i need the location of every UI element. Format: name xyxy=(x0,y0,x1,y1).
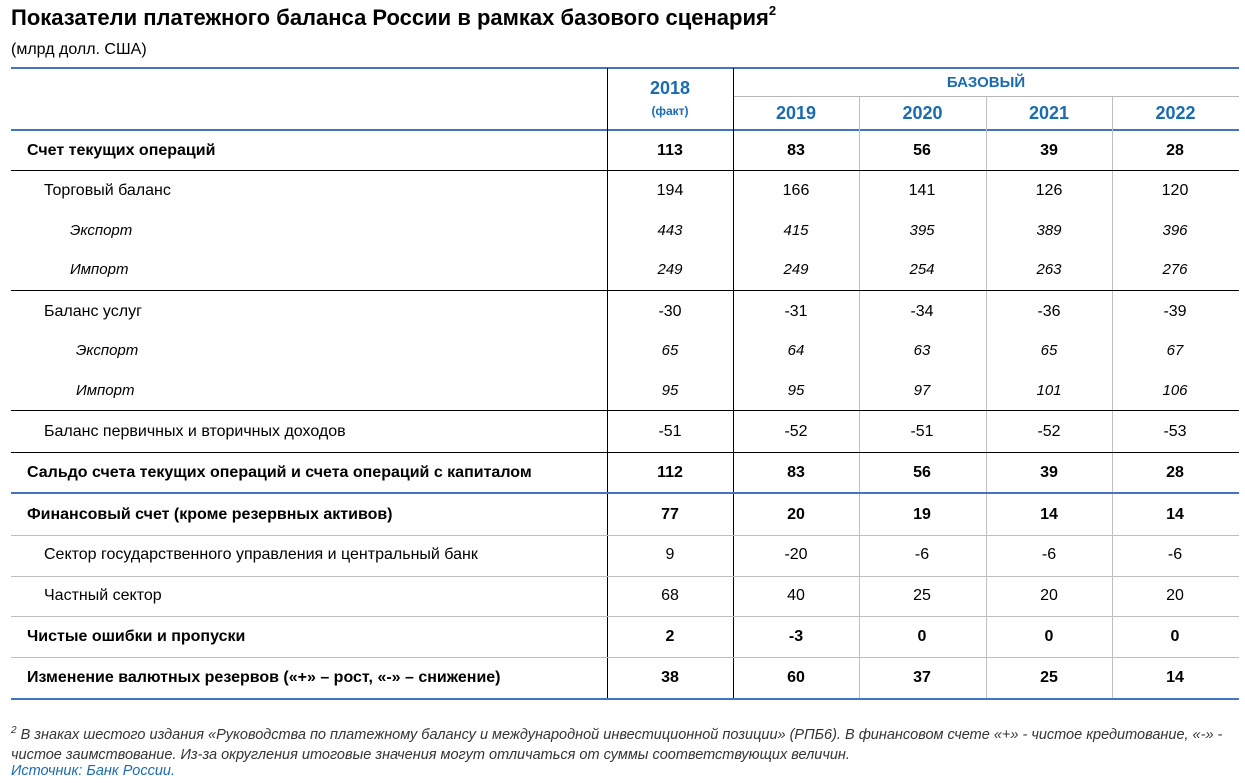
row-label: Экспорт xyxy=(76,342,139,359)
cell-value: -51 xyxy=(910,423,934,440)
table-row xyxy=(0,171,1245,211)
row-label: Изменение валютных резервов («+» – рост, «-» – снижение) xyxy=(27,669,501,686)
cell-value: 20 xyxy=(1040,587,1058,604)
cell-value: 97 xyxy=(913,382,931,399)
cell-value: -34 xyxy=(910,303,934,320)
cell-value: 56 xyxy=(913,142,931,159)
cell-value: 38 xyxy=(661,669,679,686)
cell-value: 443 xyxy=(657,222,683,239)
cell-value: 141 xyxy=(908,182,936,199)
footnote: $^2$ В знаках шестого издания «Руководства по платежному балансу и международной инвестиционной позиции» (РПБ6). В финансовом счете «+» - чистое кредитование, «-» - чистое заимствование. Из-за округления итоговые значения могут отличаться от суммы соответствующих величин. xyxy=(11,725,1223,763)
cell-value: 64 xyxy=(787,342,805,359)
cell-value: 14 xyxy=(1166,669,1184,686)
table-row xyxy=(0,453,1245,493)
cell-value: 83 xyxy=(787,142,805,159)
cell-value: 40 xyxy=(787,587,805,604)
table-row xyxy=(0,412,1245,452)
bottom-rule xyxy=(11,698,1239,700)
cell-value: 415 xyxy=(783,222,809,239)
cell-value: 67 xyxy=(1166,342,1184,359)
cell-value: -6 xyxy=(914,546,930,563)
header-year-fact: 2018 xyxy=(649,78,691,98)
table-row xyxy=(0,131,1245,171)
row-label: Импорт xyxy=(76,382,135,399)
cell-value: -6 xyxy=(1167,546,1183,563)
source-note: Источник: Банк России. xyxy=(11,763,175,779)
cell-value: 95 xyxy=(661,382,679,399)
table-row xyxy=(0,371,1245,411)
header-year: 2020 xyxy=(902,103,943,123)
cell-value: 20 xyxy=(787,506,805,523)
header-scenario: БАЗОВЫЙ xyxy=(946,74,1026,91)
cell-value: -51 xyxy=(658,423,682,440)
row-label: Финансовый счет (кроме резервных активов) xyxy=(27,506,393,523)
row-label: Чистые ошибки и пропуски xyxy=(27,628,246,645)
row-label: Импорт xyxy=(70,261,129,278)
cell-value: 65 xyxy=(1040,342,1058,359)
cell-value: 2 xyxy=(665,628,675,645)
cell-value: 20 xyxy=(1166,587,1184,604)
table-row xyxy=(0,250,1245,290)
cell-value: 65 xyxy=(661,342,679,359)
cell-value: 194 xyxy=(656,182,684,199)
cell-value: -52 xyxy=(784,423,808,440)
table-title: Показатели платежного баланса России в рамках базового сценария$^2$ xyxy=(11,3,777,30)
cell-value: 39 xyxy=(1040,464,1058,481)
cell-value: 25 xyxy=(913,587,931,604)
table-row xyxy=(0,617,1245,657)
cell-value: 0 xyxy=(1170,628,1180,645)
cell-value: 0 xyxy=(917,628,927,645)
cell-value: 28 xyxy=(1166,142,1184,159)
cell-value: 101 xyxy=(1036,382,1062,399)
cell-value: -39 xyxy=(1163,303,1187,320)
cell-value: 37 xyxy=(913,669,931,686)
header-year: 2022 xyxy=(1155,103,1196,123)
cell-value: 14 xyxy=(1040,506,1058,523)
cell-value: 0 xyxy=(1044,628,1054,645)
cell-value: 395 xyxy=(909,222,935,239)
table-row xyxy=(0,576,1245,616)
cell-value: -53 xyxy=(1163,423,1187,440)
cell-value: 276 xyxy=(1162,261,1188,278)
header-year: 2021 xyxy=(1028,103,1070,123)
cell-value: 249 xyxy=(783,261,809,278)
row-rule xyxy=(11,290,1239,291)
row-label: Сальдо счета текущих операций и счета операций с капиталом xyxy=(27,464,532,481)
header-fact-note: (факт) xyxy=(651,104,689,118)
cell-value: 9 xyxy=(665,546,675,563)
cell-value: 249 xyxy=(657,261,683,278)
cell-value: 28 xyxy=(1166,464,1184,481)
table-row xyxy=(0,292,1245,332)
cell-value: 25 xyxy=(1040,669,1058,686)
cell-value: 39 xyxy=(1040,142,1058,159)
table-subtitle: (млрд долл. США) xyxy=(11,41,147,58)
cell-value: 95 xyxy=(787,382,805,399)
cell-value: 254 xyxy=(909,261,935,278)
cell-value: -30 xyxy=(658,303,682,320)
cell-value: -6 xyxy=(1041,546,1057,563)
row-label: Баланс первичных и вторичных доходов xyxy=(44,423,346,440)
cell-value: -3 xyxy=(788,628,804,645)
cell-value: 68 xyxy=(661,587,679,604)
cell-value: 106 xyxy=(1162,382,1188,399)
cell-value: 63 xyxy=(913,342,931,359)
row-label: Баланс услуг xyxy=(44,303,142,320)
cell-value: 120 xyxy=(1161,182,1189,199)
row-label: Сектор государственного управления и центральный банк xyxy=(44,546,478,563)
cell-value: -20 xyxy=(784,546,808,563)
cell-value: 77 xyxy=(661,506,679,523)
header-year: 2019 xyxy=(775,103,817,123)
row-label: Экспорт xyxy=(70,222,133,239)
table-row xyxy=(0,495,1245,535)
table-row xyxy=(0,535,1245,575)
cell-value: 56 xyxy=(913,464,931,481)
cell-value: 389 xyxy=(1036,222,1062,239)
cell-value: 126 xyxy=(1035,182,1063,199)
cell-value: -52 xyxy=(1037,423,1061,440)
table-row xyxy=(0,658,1245,698)
cell-value: 60 xyxy=(787,669,805,686)
cell-value: -31 xyxy=(784,303,808,320)
cell-value: 112 xyxy=(657,464,683,481)
cell-value: 396 xyxy=(1162,222,1188,239)
cell-value: 14 xyxy=(1166,506,1184,523)
table-row xyxy=(0,211,1245,251)
cell-value: 83 xyxy=(787,464,805,481)
cell-value: -36 xyxy=(1037,303,1061,320)
table-row xyxy=(0,331,1245,371)
cell-value: 263 xyxy=(1036,261,1062,278)
cell-value: 19 xyxy=(913,506,931,523)
row-label: Счет текущих операций xyxy=(27,142,216,159)
cell-value: 113 xyxy=(657,142,683,159)
row-label: Частный сектор xyxy=(44,587,162,604)
row-label: Торговый баланс xyxy=(44,182,171,199)
top-rule xyxy=(11,67,1239,69)
cell-value: 166 xyxy=(782,182,810,199)
